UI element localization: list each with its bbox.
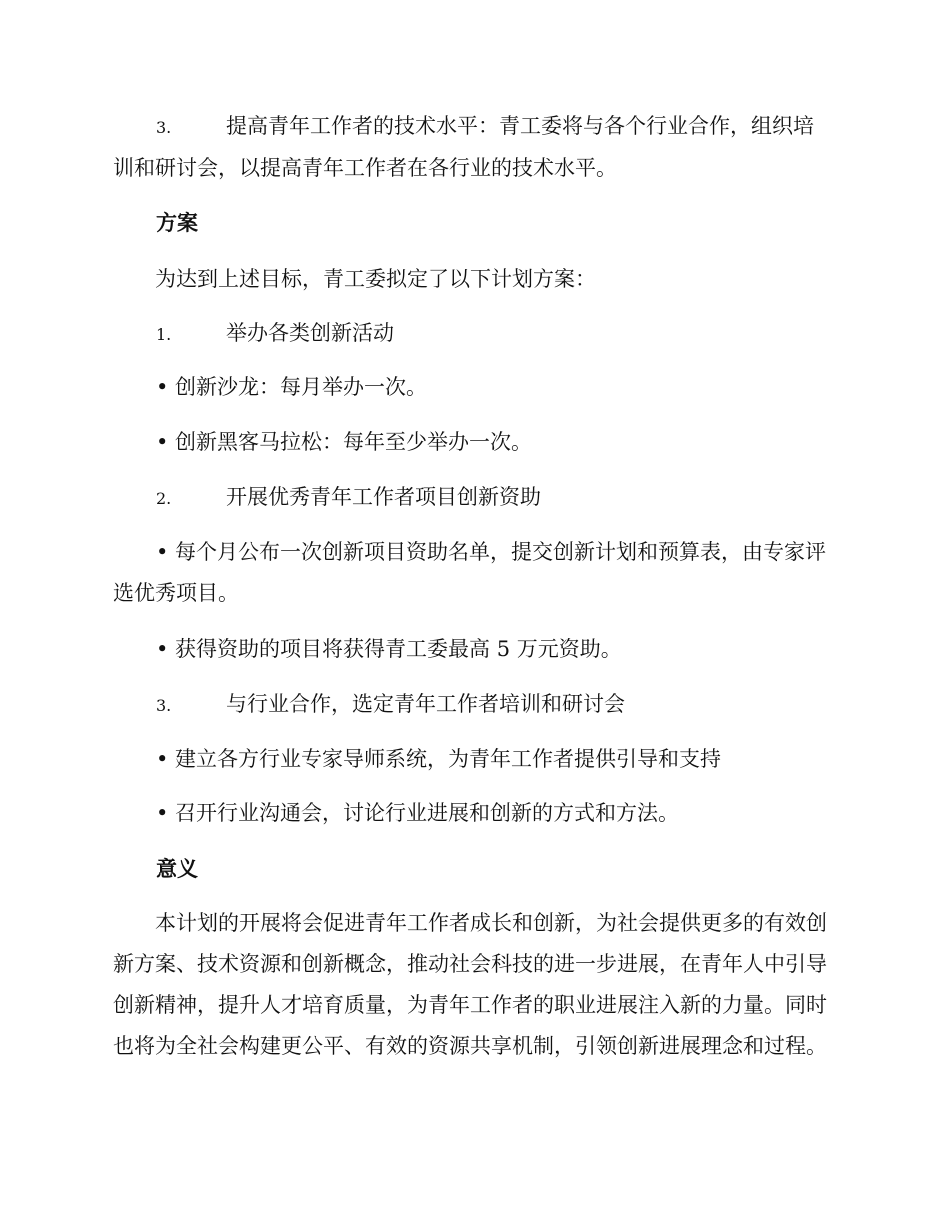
goal-item-3-line2: 训和研讨会，以提高青年工作者在各行业的技术水平。: [113, 156, 617, 180]
plan-item-1-bullet-1: • 创新沙龙：每月举办一次。: [156, 375, 428, 399]
significance-heading: 意义: [156, 857, 198, 881]
plan-item-3-title: 与行业合作，选定青年工作者培训和研讨会: [226, 692, 625, 716]
significance-body: 本计划的开展将会促进青年工作者成长和创新，为社会提供更多的有效创新方案、技术资源和创新概念，推动社会科技的进一步进展，在青年人中引导创新精神，提升人才培育质量，为青年工作者的职业进展注入新的力量。同时也将为全社会构建更公平、有效的资源共享机制，引领创新进展理念和过程。: [113, 911, 827, 1058]
plan-item-1-number: 1.: [156, 325, 172, 344]
goal-item-3-line1: [156, 106, 814, 148]
goal-item-3-text-line1: 提高青年工作者的技术水平：青工委将与各个行业合作，组织培: [226, 114, 814, 138]
plan-item-3: [156, 684, 625, 726]
plan-item-3-number: 3.: [156, 696, 172, 715]
plan-item-2-title: 开展优秀青年工作者项目创新资助: [226, 485, 541, 509]
plan-item-2-bullet-2: • 获得资助的项目将获得青工委最高 5 万元资助。: [156, 637, 622, 661]
plan-item-3-bullet-1: • 建立各方行业专家导师系统，为青年工作者提供引导和支持: [156, 747, 722, 771]
plan-item-2-number: 2.: [156, 489, 172, 508]
plan-item-2-bullet-1: • 每个月公布一次创新项目资助名单，提交创新计划和预算表，由专家评选优秀项目。: [113, 540, 827, 605]
plan-item-3-bullet-2: • 召开行业沟通会，讨论行业进展和创新的方式和方法。: [156, 801, 680, 825]
plan-item-1-bullet-2: • 创新黑客马拉松：每年至少举办一次。: [156, 430, 533, 454]
plan-intro: 为达到上述目标，青工委拟定了以下计划方案：: [155, 267, 596, 291]
plan-item-1: [156, 313, 394, 355]
plan-heading: 方案: [156, 211, 198, 235]
plan-item-1-title: 举办各类创新活动: [226, 321, 394, 345]
goal-item-3-number: 3.: [156, 118, 172, 137]
plan-item-2: [156, 477, 541, 519]
